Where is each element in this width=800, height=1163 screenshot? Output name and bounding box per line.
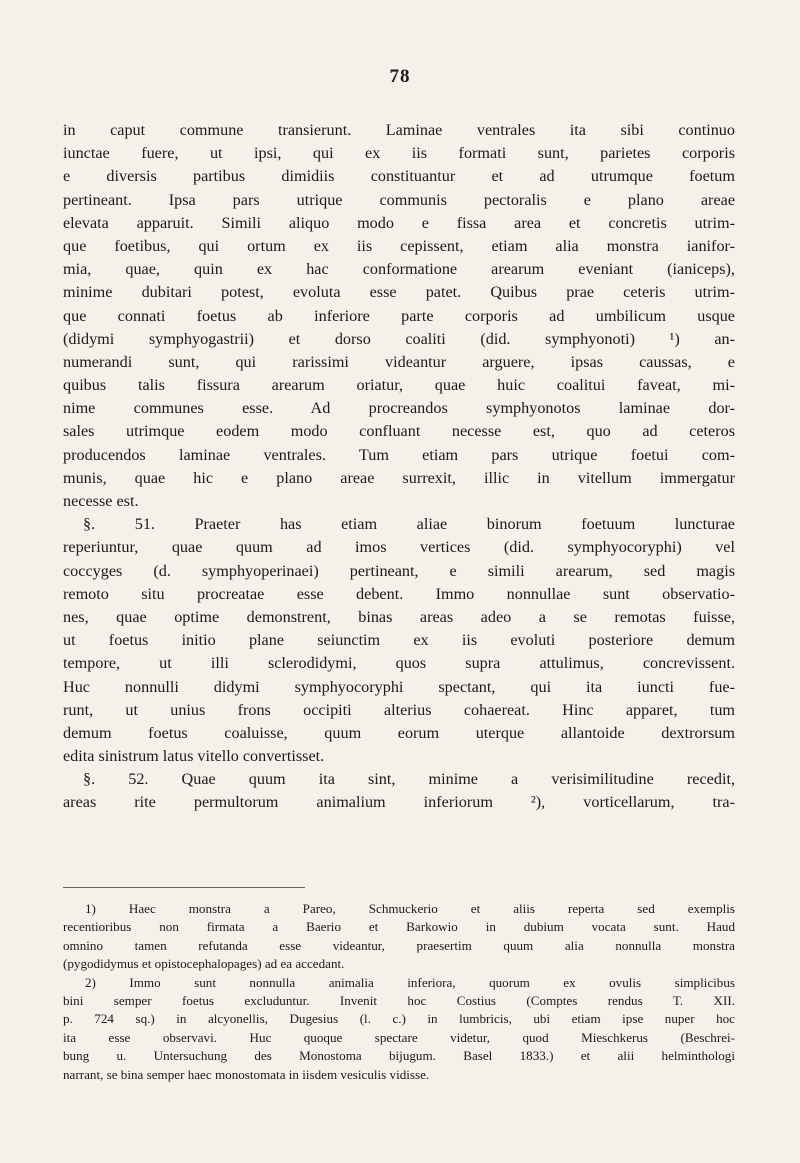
body-line: in caput commune transierunt. Laminae ventrales ita sibi continuo: [63, 121, 735, 139]
footnotes: [63, 900, 735, 1084]
body-line: remoto situ procreatae esse debent. Immo nonnullae sunt observatio-: [63, 584, 735, 603]
footnote-line: p. 724 sq.) in alcyonellis, Dugesius (l. c.) in lumbricis, ubi etiam ipse nuper hoc: [63, 1011, 735, 1027]
body-line: producendos laminae ventrales. Tum etiam pars utrique foetui com-: [63, 445, 735, 464]
body-text: [63, 119, 735, 815]
footnote-line: recentioribus non firmata a Baerio et Barkowio in dubium vocata sunt. Haud: [63, 919, 735, 935]
body-line: sales utrimque eodem modo confluant necesse est, quo ad ceteros: [63, 422, 735, 441]
body-line: (didymi symphyogastrii) et dorso coaliti (did. symphyonoti) ¹) an-: [63, 329, 735, 348]
body-line: nime communes esse. Ad procreandos symphyonotos laminae dor-: [63, 399, 735, 418]
body-line: necesse est.: [63, 492, 139, 510]
body-line: areas rite permultorum animalium inferiorum ²), vorticellarum, tra-: [63, 793, 735, 812]
body-line: numerandi sunt, qui rarissimi videantur arguere, ipsas caussas, e: [63, 352, 735, 371]
footnote-line: 2) Immo sunt nonnulla animalia inferiora, quorum ex ovulis simplicibus: [85, 974, 735, 990]
body-line: minime dubitari potest, evoluta esse patet. Quibus prae ceteris utrim-: [63, 283, 735, 302]
body-line: runt, ut unius frons occipiti alterius cohaereat. Hinc apparet, tum: [63, 700, 735, 719]
body-line: nes, quae optime demonstrent, binas areas adeo a se remotas fuisse,: [63, 607, 735, 626]
body-line: demum foetus coaluisse, quum eorum uterque allantoide dextrorsum: [63, 723, 735, 742]
body-line: quibus talis fissura arearum oriatur, quae huic coalitui faveat, mi-: [63, 376, 735, 395]
footnote-line: (pygodidymus et opistocephalopages) ad ea accedant.: [63, 956, 345, 972]
section-heading-line: §. 52. Quae quum ita sint, minime a verisimilitudine recedit,: [83, 770, 735, 789]
footnote-line: bung u. Untersuchung des Monostoma bijugum. Basel 1833.) et alii helminthologi: [63, 1048, 735, 1064]
body-line: pertineant. Ipsa pars utrique communis pectoralis e plano areae: [63, 190, 735, 209]
footnote-line: 1) Haec monstra a Pareo, Schmuckerio et aliis reperta sed exemplis: [85, 901, 735, 916]
body-line: edita sinistrum latus vitello convertisset.: [63, 747, 325, 766]
body-line: mia, quae, quin ex hac conformatione arearum eveniant (ianiceps),: [63, 260, 735, 279]
body-line: munis, quae hic e plano areae surrexit, illic in vitellum immergatur: [63, 468, 735, 487]
page-number: 78: [389, 66, 411, 87]
body-line: coccyges (d. symphyoperinaei) pertineant, e simili arearum, sed magis: [63, 561, 735, 580]
body-line: iunctae fuere, ut ipsi, qui ex iis formati sunt, parietes corporis: [63, 144, 735, 163]
body-line: reperiuntur, quae quum ad imos vertices (did. symphyocoryphi) vel: [63, 538, 735, 557]
body-line: que connati foetus ab inferiore parte corporis ad umbilicum usque: [63, 306, 735, 325]
body-line: tempore, ut illi sclerodidymi, quos supra attulimus, concrevissent.: [63, 654, 735, 673]
footnote-line: narrant, se bina semper haec monostomata in iisdem vesiculis vidisse.: [63, 1066, 430, 1082]
footnote-line: ita esse observavi. Huc quoque spectare videtur, quod Mieschkerus (Beschrei-: [63, 1029, 735, 1045]
body-line: Huc nonnulli didymi symphyocoryphi spectant, qui ita iuncti fue-: [63, 677, 735, 696]
body-line: que foetibus, qui ortum ex iis cepissent, etiam alia monstra ianifor-: [63, 236, 735, 255]
section-heading-line: §. 51. Praeter has etiam aliae binorum foetuum luncturae: [83, 515, 735, 534]
footnote-line: omnino tamen refutanda esse videantur, praesertim quum alia nonnulla monstra: [63, 937, 735, 953]
body-line: ut foetus initio plane seiunctim ex iis evoluti posteriore demum: [63, 631, 735, 650]
body-line: e diversis partibus dimidiis constituantur et ad utrumque foetum: [63, 167, 735, 186]
body-line: elevata apparuit. Simili aliquo modo e fissa area et concretis utrim-: [63, 213, 735, 232]
footnote-line: bini semper foetus excluduntur. Invenit hoc Costius (Comptes rendus T. XII.: [63, 992, 735, 1008]
footnote-divider: [63, 887, 305, 888]
